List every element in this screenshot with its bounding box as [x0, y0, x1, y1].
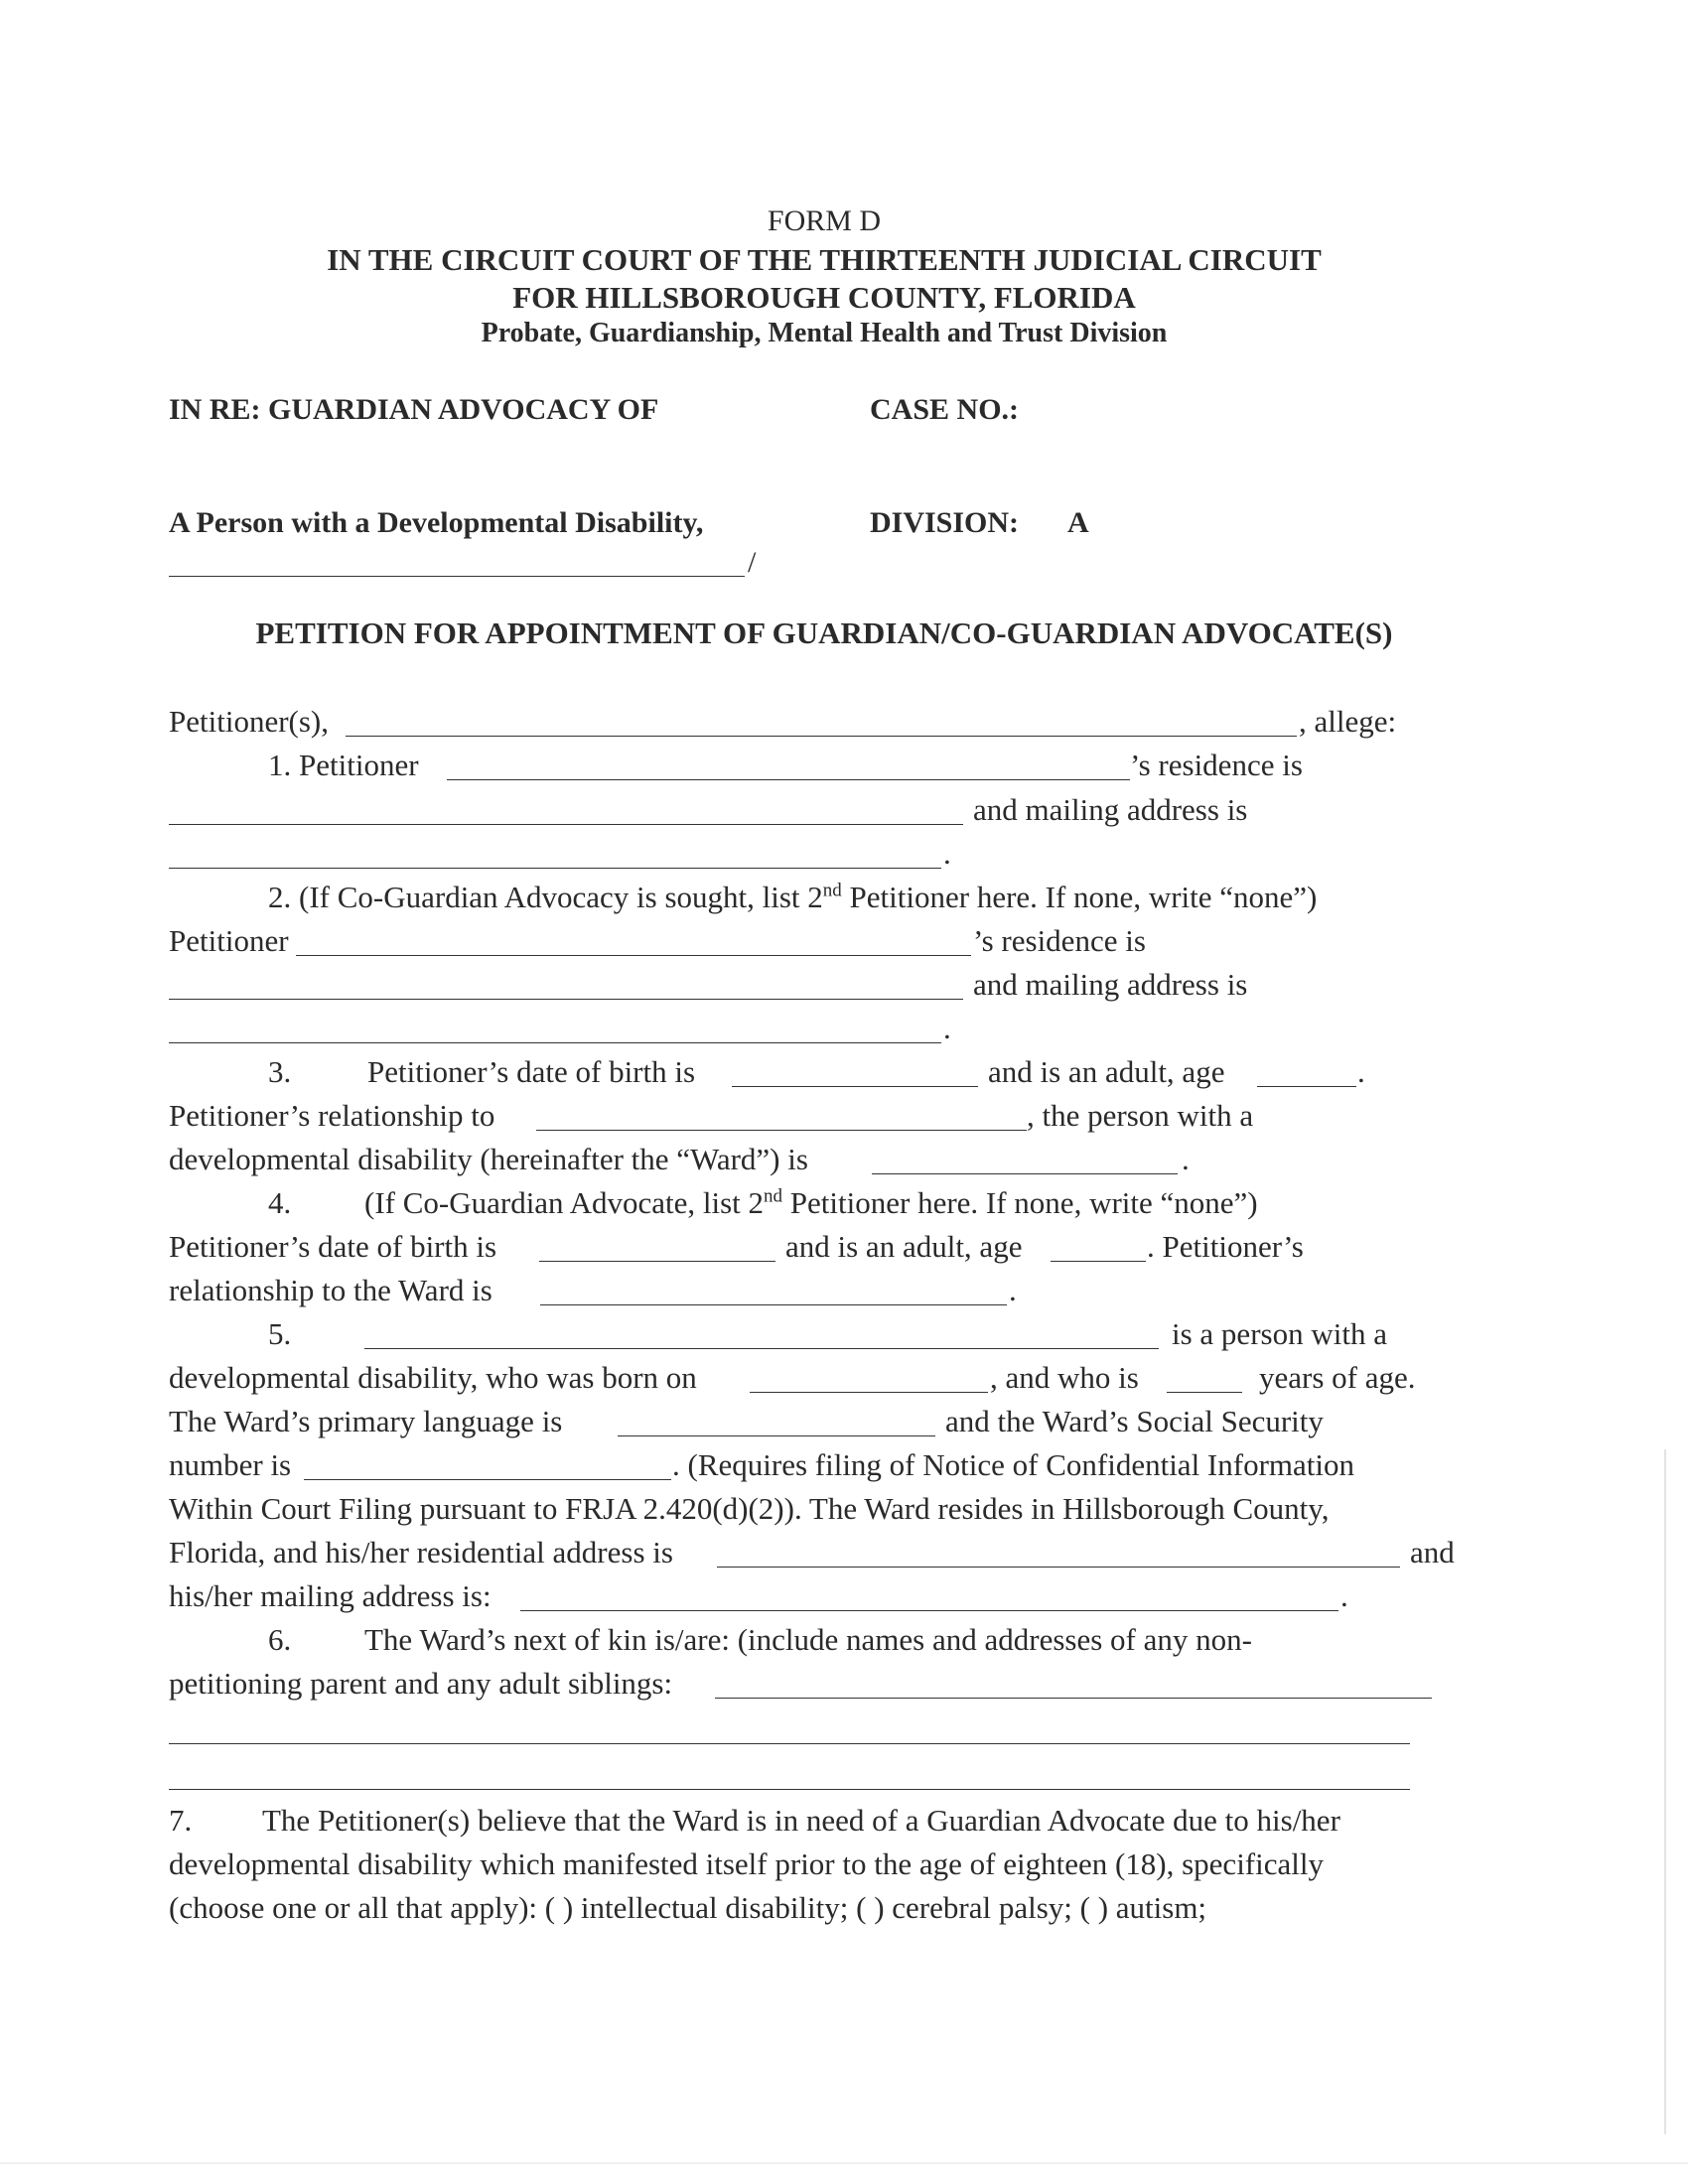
division-label: DIVISION:	[870, 506, 1020, 539]
p1-mailing-label: and mailing address is	[973, 792, 1248, 827]
p5-number: 5.	[268, 1316, 292, 1351]
p3-person-label: , the person with a	[1027, 1098, 1254, 1133]
p6-kin-line-2[interactable]	[169, 1743, 1410, 1744]
p3-age-label: and is an adult, age	[988, 1054, 1225, 1089]
p1-residence-label: ’s residence is	[1130, 748, 1303, 782]
p5-notice-text: . (Requires filing of Notice of Confidential Information	[672, 1447, 1354, 1482]
p4-age-label: and is an adult, age	[785, 1229, 1023, 1264]
division-value: A	[1067, 506, 1089, 539]
p5-and-label: and	[1410, 1535, 1455, 1570]
p5-period: .	[1340, 1578, 1348, 1613]
p5-birth-date-line[interactable]	[750, 1392, 988, 1393]
p4-instruction: (If Co-Guardian Advocate, list 2nd Petitioner here. If none, write “none”)	[364, 1185, 1258, 1220]
p3-period: .	[1357, 1054, 1365, 1089]
p2-petitioner-name-line[interactable]	[296, 955, 971, 956]
intro-petitioners-label: Petitioner(s),	[169, 704, 329, 739]
p4-period: .	[1009, 1273, 1017, 1307]
p1-petitioner-label: 1. Petitioner	[268, 748, 419, 782]
p2-mailing-label: and mailing address is	[973, 967, 1248, 1002]
petitioners-names-line[interactable]	[346, 736, 1297, 737]
p5-born-label: developmental disability, who was born on	[169, 1360, 697, 1395]
court-title-line2: FOR HILLSBOROUGH COUNTY, FLORIDA	[512, 280, 1136, 315]
p5-person-label: is a person with a	[1172, 1316, 1387, 1351]
ward-name-line[interactable]	[169, 576, 745, 577]
p3-ward-name-line[interactable]	[872, 1173, 1178, 1174]
p2-residence-line[interactable]	[169, 999, 963, 1000]
p7-line-1: The Petitioner(s) believe that the Ward is in need of a Guardian Advocate due to his/her	[262, 1803, 1340, 1838]
p1-residence-line[interactable]	[169, 824, 963, 825]
p3-dob-line[interactable]	[732, 1086, 978, 1087]
division-name: Probate, Guardianship, Mental Health and Trust Division	[481, 318, 1168, 348]
p4-relationship-label: relationship to the Ward is	[169, 1273, 492, 1307]
p1-petitioner-name-line[interactable]	[447, 779, 1130, 780]
in-re-label: IN RE: GUARDIAN ADVOCACY OF	[169, 393, 659, 426]
p5-mailing-label: his/her mailing address is:	[169, 1578, 492, 1613]
person-description: A Person with a Developmental Disability,	[169, 506, 704, 539]
petition-title: PETITION FOR APPOINTMENT OF GUARDIAN/CO-GUARDIAN ADVOCATE(S)	[255, 615, 1393, 650]
p7-line-3: (choose one or all that apply): ( ) intellectual disability; ( ) cerebral palsy; ( ) autism;	[169, 1890, 1207, 1925]
scan-bottom-shadow	[0, 2162, 1688, 2164]
p5-years-label: years of age.	[1259, 1360, 1416, 1395]
p2-petitioner-label: Petitioner	[169, 923, 289, 958]
caption-slash: /	[748, 546, 757, 579]
p3-relationship-line[interactable]	[536, 1130, 1027, 1131]
p3-ward-period: .	[1182, 1142, 1190, 1176]
p4-number: 4.	[268, 1185, 292, 1220]
p6-number: 6.	[268, 1622, 292, 1657]
case-no-label: CASE NO.:	[870, 393, 1020, 426]
p6-kin-line-1[interactable]	[715, 1698, 1432, 1699]
p6-kin-label: The Ward’s next of kin is/are: (include names and addresses of any non-	[364, 1622, 1252, 1657]
p2-instruction: 2. (If Co-Guardian Advocacy is sought, list 2nd Petitioner here. If none, write “none”)	[268, 880, 1318, 914]
p5-ssn-label: and the Ward’s Social Security	[945, 1404, 1324, 1438]
scan-edge-shadow	[1664, 1449, 1666, 2134]
p5-who-is-label: , and who is	[990, 1360, 1139, 1395]
p3-ward-label: developmental disability (hereinafter the “Ward”) is	[169, 1142, 808, 1176]
p5-mailing-line[interactable]	[520, 1610, 1338, 1611]
p4-dob-line[interactable]	[539, 1261, 775, 1262]
p1-period: .	[943, 836, 951, 871]
p5-residential-line[interactable]	[717, 1567, 1400, 1568]
p3-number: 3.	[268, 1054, 292, 1089]
p4-petitioners-label: . Petitioner’s	[1147, 1229, 1304, 1264]
p5-age-line[interactable]	[1167, 1392, 1242, 1393]
p1-mailing-line[interactable]	[169, 868, 941, 869]
p3-relationship-label: Petitioner’s relationship to	[169, 1098, 495, 1133]
p5-ward-name-line[interactable]	[364, 1348, 1159, 1349]
p5-filing-text: Within Court Filing pursuant to FRJA 2.420(d)(2)). The Ward resides in Hillsborough County,	[169, 1491, 1330, 1526]
p2-mailing-line[interactable]	[169, 1042, 941, 1043]
court-title-line1: IN THE CIRCUIT COURT OF THE THIRTEENTH JUDICIAL CIRCUIT	[327, 242, 1322, 277]
p5-number-label: number is	[169, 1447, 292, 1482]
p3-age-line[interactable]	[1257, 1086, 1356, 1087]
p4-relationship-line[interactable]	[540, 1304, 1007, 1305]
p5-residential-label: Florida, and his/her residential address is	[169, 1535, 673, 1570]
p7-line-2: developmental disability which manifested itself prior to the age of eighteen (18), specifically	[169, 1846, 1324, 1881]
intro-allege-label: , allege:	[1299, 704, 1397, 739]
p5-language-line[interactable]	[618, 1435, 935, 1436]
p5-ssn-line[interactable]	[304, 1479, 671, 1480]
p2-residence-label: ’s residence is	[973, 923, 1146, 958]
p5-language-label: The Ward’s primary language is	[169, 1404, 563, 1438]
p3-dob-label: Petitioner’s date of birth is	[367, 1054, 696, 1089]
p4-dob-label: Petitioner’s date of birth is	[169, 1229, 497, 1264]
p6-kin-line-3[interactable]	[169, 1789, 1410, 1790]
form-label: FORM D	[767, 205, 882, 237]
p7-number: 7.	[169, 1803, 193, 1838]
p2-period: .	[943, 1011, 951, 1045]
p6-siblings-label: petitioning parent and any adult siblings:	[169, 1666, 673, 1701]
p4-age-line[interactable]	[1051, 1261, 1146, 1262]
